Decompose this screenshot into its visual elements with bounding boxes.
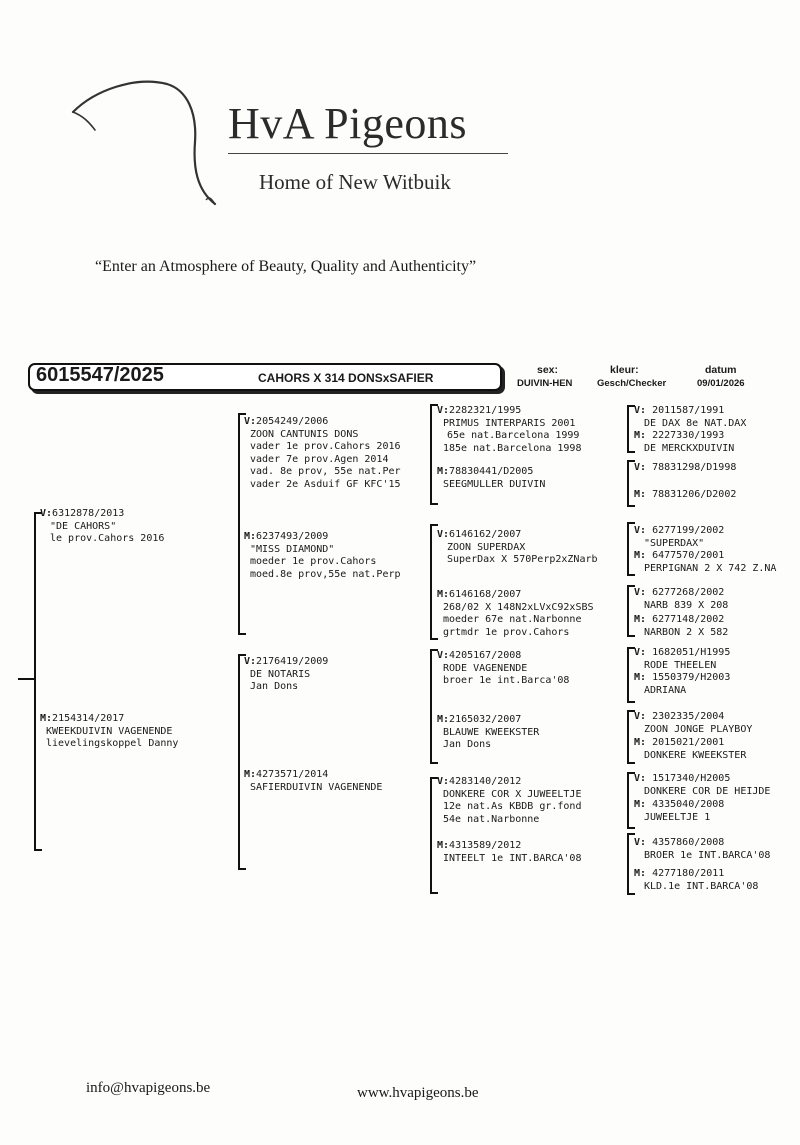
color-label: kleur: [610, 364, 639, 376]
brand-title: HvA Pigeons [228, 99, 467, 148]
gen3-ddd: M:4313589/2012 INTEELT 1e INT.BARCA'08 [437, 840, 582, 864]
gen4-ancestor-5: V: 6277199/2002 "SUPERDAX" [634, 525, 725, 549]
color-value: Gesch/Checker [597, 378, 667, 389]
gen4-ancestor-2: M: 2227330/1993 DE MERCKXDUIVIN [634, 430, 735, 454]
pigeon-head-logo-icon [65, 72, 225, 212]
gen2-dam-sire: V:2176419/2009 DE NOTARIS Jan Dons [244, 656, 329, 692]
gen3-sss: V:2282321/1995 PRIMUS INTERPARIS 2001 65e nat.Barcelona 1999 185e nat.Barcelona 1998 [437, 405, 582, 454]
tagline: “Enter an Atmosphere of Beauty, Quality and Authenticity” [95, 258, 477, 275]
gen3-dds: V:4283140/2012 DONKERE COR X JUWEELTJE 12e nat.As KBDB gr.fond 54e nat.Narbonne [437, 776, 582, 825]
gen4-ancestor-11: V: 2302335/2004 ZOON JONGE PLAYBOY [634, 711, 753, 735]
gen4-ancestor-8: M: 6277148/2002 NARBON 2 X 582 [634, 614, 729, 638]
gen4-ancestor-6: M: 6477570/2001 PERPIGNAN 2 X 742 Z.NA [634, 550, 777, 574]
gen4-ancestor-7: V: 6277268/2002 NARB 839 X 208 [634, 587, 729, 611]
gen4-ancestor-15: V: 4357860/2008 BROER 1e INT.BARCA'08 [634, 837, 771, 861]
gen4-ancestor-4: M: 78831206/D2002 [634, 489, 737, 500]
gen1-bracket [34, 512, 42, 851]
gen2-dam-dam: M:4273571/2014 SAFIERDUIVIN VAGENENDE [244, 769, 383, 793]
gen4-ancestor-14: M: 4335040/2008 JUWEELTJE 1 [634, 799, 725, 823]
gen3-sds: V:6146162/2007 ZOON SUPERDAX SuperDax X 570Perp2xZNarb [437, 529, 598, 565]
sex-value: DUIVIN-HEN [517, 378, 573, 389]
gen2-sire-dam: M:6237493/2009 "MISS DIAMOND" moeder 1e prov.Cahors moed.8e prov,55e nat.Perp [244, 531, 401, 580]
footer-website[interactable]: www.hvapigeons.be [357, 1085, 479, 1101]
gen4-ancestor-13: V: 1517340/H2005 DONKERE COR DE HEIJDE [634, 773, 771, 797]
date-label: datum [705, 364, 737, 376]
gen3-ssd: M:78830441/D2005 SEEGMULLER DUIVIN [437, 466, 546, 490]
gen4-ancestor-1: V: 2011587/1991 DE DAX 8e NAT.DAX [634, 405, 747, 429]
footer-email[interactable]: info@hvapigeons.be [86, 1080, 211, 1096]
gen2-sire-sire: V:2054249/2006 ZOON CANTUNIS DONS vader 1e prov.Cahors 2016 vader 7e prov.Agen 2014 vad. 8e prov, 55e nat.Per vader 2e Asduif GF KFC'15 [244, 416, 401, 490]
sex-label: sex: [537, 364, 559, 376]
pigeon-name: CAHORS X 314 DONSxSAFIER [258, 371, 434, 385]
pigeon-ring-number: 6015547/2025 [36, 364, 164, 386]
gen3-sdd: M:6146168/2007 268/02 X 148N2xLVxC92xSBS moeder 67e nat.Narbonne grtmdr 1e prov.Cahors [437, 589, 594, 638]
gen4-ancestor-12: M: 2015021/2001 DONKERE KWEEKSTER [634, 737, 747, 761]
gen4-ancestor-3: V: 78831298/D1998 [634, 462, 737, 473]
gen4-ancestor-9: V: 1682051/H1995 RODE THEELEN [634, 647, 731, 671]
gen3-dss: V:4205167/2008 RODE VAGENENDE broer 1e int.Barca'08 [437, 650, 570, 686]
gen3-dsd: M:2165032/2007 BLAUWE KWEEKSTER Jan Dons [437, 714, 540, 750]
gen1-sire: V:6312878/2013 "DE CAHORS" le prov.Cahors 2016 [40, 508, 165, 544]
gen4-ancestor-10: M: 1550379/H2003 ADRIANA [634, 672, 731, 696]
brand-subtitle: Home of New Witbuik [259, 170, 451, 194]
date-value: 09/01/2026 [697, 378, 745, 389]
gen4-ancestor-16: M: 4277180/2011 KLD.1e INT.BARCA'08 [634, 868, 759, 892]
brand-divider [228, 153, 508, 154]
gen1-dam: M:2154314/2017 KWEEKDUIVIN VAGENENDE lievelingskoppel Danny [40, 713, 179, 749]
